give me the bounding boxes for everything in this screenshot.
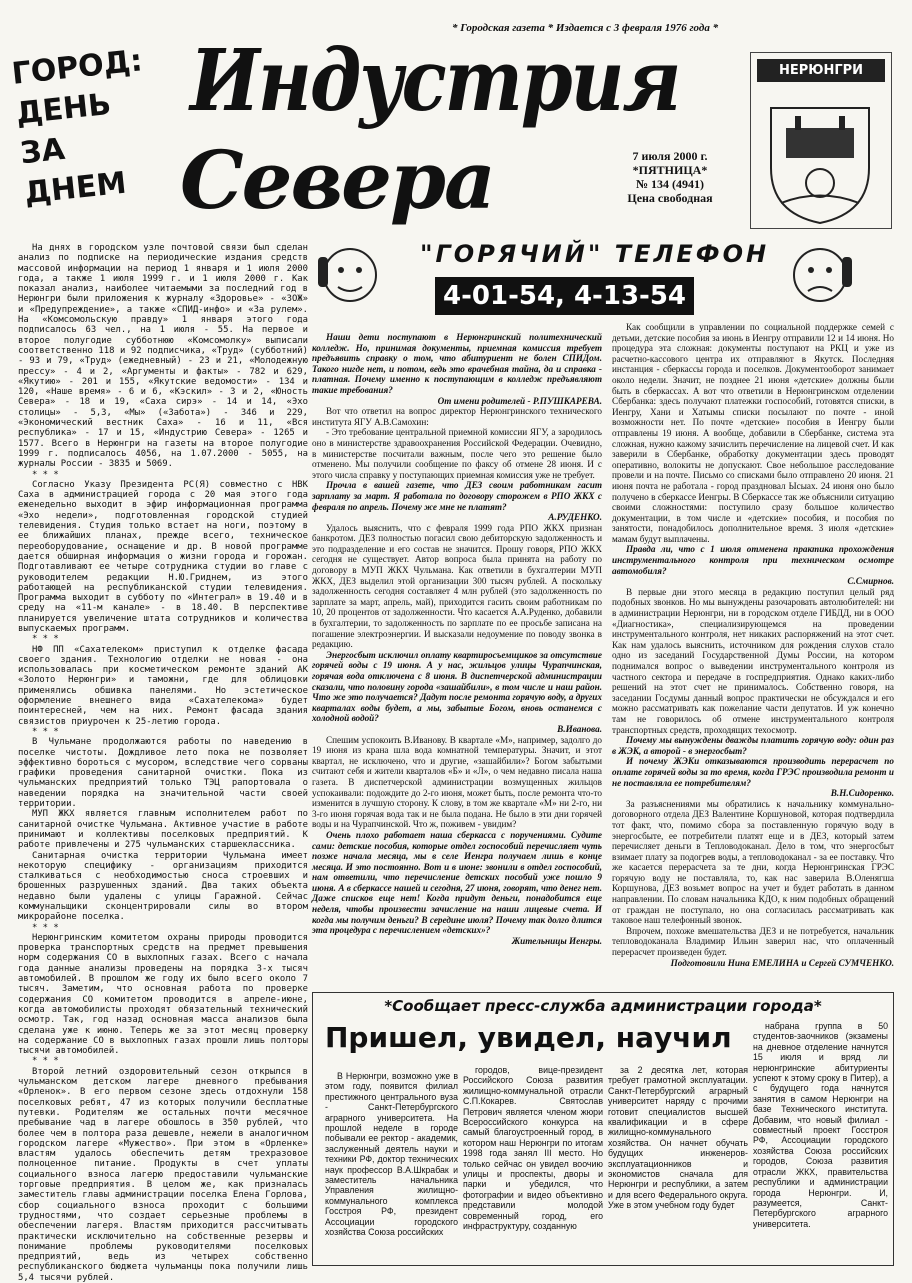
news-paragraph: МУП ЖКХ является главным исполнителем работ по санитарной очистке Чульмана. Активное участие в работе принимают и коллективы поселковых предприятий. К работе привлечены и 275 чульманских старшеклассника. (18, 809, 308, 851)
press-column (753, 1021, 888, 1261)
editorial-answer: Впрочем, похоже вмешательства ДЕЗ и не потребуется, начальник тепловодоканала Владимир Ильин заверил нас, что оплаченный перерасчет произведен будет. (612, 925, 894, 958)
reader-question: Почему мы вынуждены дважды платить горячую воду: один раз в ЖЭК, а второй - в энергосбыт? (612, 735, 894, 756)
hotline-numbers: 4-01-54, 4-13-54 (435, 277, 694, 315)
side-heading-line: ГОРОД: (10, 43, 144, 92)
caller-cartoon-icon (780, 237, 860, 317)
reader-question: Очень плохо работает наша сберкасса с поручениями. Судите сами: детские пособия, которые отдел госпособий перечисляет чуть позже начала месяца, мы в селе Иенгра получаем лишь в конце месяца. И это постоянно. Вот и в июне: звонили в отдел госпособий, нам ответили, что перечисление детских пособий уже пошло 9 июня. А в сберкассе нашей и сегодня, 27 июня, говорят, что денег нет. Даже списков еще нет! Когда придут деньги, понадобится еще неделя, чтобы произвести зачисление на наши лицевые счета. И когда мы получим деньги? В середине июля? Почему так долго длится эта процедура с перечислением «детских»? (312, 829, 602, 936)
section-separator: * * * (32, 1056, 59, 1067)
press-paragraph: набрана группа в 50 студентов-заочников (экзамены на дневное отделение начнутся 15 июля и вряд ли нерюнгринские абитуриенты успеют к этому сроку в Питер), а с будущего года начнутся занятия в самом Нерюнгри на базе Технического института. Добавим, что новый филиал - совместный проект Госстроя РФ, Ассоциации городского хозяйства Союза российских городов, Союза развития отрасли ЖКХ, правительства республики и администрации города Нерюнгри. И, разумеется, Санкт-Петербургского аграрного университета. (753, 1021, 888, 1229)
hotline-title: "ГОРЯЧИЙ" ТЕЛЕФОН (420, 240, 770, 268)
press-paragraph: за 2 десятка лет, которая требует грамотной эксплуатации. Санкт-Петербургский аграрный университет наряду с прочими готовит специалистов высшей квалификации и в сфере жилищно-коммунального хозяйства. Он начнет обучать будущих инженеров-эксплуатационников и экономистов сначала для Нерюнгри и республики, а затем и для всего Федерального округа. Уже в этом учебном году будет (608, 1065, 748, 1211)
editorial-answer: Вот что ответил на вопрос директор Нерюнгринского технического института ЯГУ А.В.Самохин: (312, 406, 602, 427)
letter-signature: С.Смирнов. (847, 576, 894, 587)
editorial-answer: В первые дни этого месяца в редакцию поступил целый ряд подобных звонков. Но мы вынуждены разочаровать автолюбителей: ни в администрации Нерюнгри, ни в городском отделе ГИБДД, ни в ООО «Диагностика», специализирующемся на проведении инструментального контроля, нет никаких распоряжений на этот счет. Как нам удалось выяснить, источником для рождения слухов стало одно из заседаний Государственной Думы России, на котором поднимался вопрос о выведении инструментального контроля из частного сектора и передаче в госпредприятия. Однако каких-либо решений на этот счет не принималось. Собственно говоря, на заседании Госдумы данный вопрос практически не обсуждался и его можно рассматривать как пожелание части депутатов. И уж конечно там не говорилось об отмене инструментального контроля транспортных средств, проходящих техосмотр. (612, 586, 894, 735)
editorial-answer: - Это требование центральной приемной комиссии ЯГУ, а зародилось оно в министерстве здравоохранения Российской Федерации. Очевидно, в министерстве посчитали важным, после чего это решение было отменено. Мы получили сообщение по факсу об отмене 28 июня. И с этого числа справку у поступающих приемная комиссия уже не требует. (312, 427, 602, 480)
editorial-answer: Удалось выяснить, что с февраля 1999 года РПО ЖКХ признан банкротом. ДЕЗ полностью погасил свою дебиторскую задолженность и это подразделение и его состав не значится. Прошу говоря, РПО ЖКХ сегодня не существует. Автор вопроса была принята на работу по договору в МУП ЖКХ Чульмана. Как ответили в бухгалтерии МУП ЖКХ, ДЕЗ выделил этой организации 300 тысяч рублей. А поскольку задолженность сегодня составляет 4 млн рублей (это задолженность по зарплате за март, апрель, май), приходится гасить своим работникам по 10, 20 процентов от задолженности. Что касается А.А.Руденко, добавили в бухгалтерии, то задолженность по зарплате по ее просьбе записана на погашение электроэнергии. И высказали недоумение по поводу звонка в редакцию. (312, 522, 602, 650)
side-heading-line: ЗА (18, 131, 67, 172)
reader-question: Энергосбыт исключил оплату квартиросъемщиков за отсутствие горячей воды с 19 июня. А у нас, жильцов улицы Чурапчинская, горячая вода отключена с 8 июня. В диспетчерской администрации сказали, что половину города «зашайбили», в том числе и наш район. Что же это получается? Дадут после ремонта горячую воду, а других кварталах воды будет, а мы, забытые Богом, вновь останемся с холодной водой? (312, 649, 602, 724)
press-title: *Сообщает пресс-служба администрации города* (384, 997, 822, 1015)
news-paragraph: Санитарная очистка территории Чульмана имеет некоторую специфику - организациям приходится сталкиваться с необходимостью сноса строевших и брошенных разрушенных зданий. Два таких объекта недавно были удалены с улицы Гаражной. Сейчас коммунальщики сконцентрировали силы во втором микрорайоне поселка. (18, 850, 308, 923)
issue-date: 7 июля 2000 г. *ПЯТНИЦА* (632, 149, 708, 177)
section-separator: * * * (32, 634, 59, 645)
press-paragraph: городов, вице-президент Российского Союза развития жилищно-коммунальной отрасли С.П.Кокарев. Святослав Петрович является членом жюри Всероссийского конкурса на самый благоустроенный город, в котором наш Нерюнгри по итогам 1998 года занял III место. Но только сейчас он увидел воочию улицы и проспекты, дворы и парки и убедился, что фотографии и видео объективно представили молодой современный город, его инфраструктуру, созданную (463, 1065, 603, 1232)
issue-info (595, 149, 745, 205)
letter-signature: Подготовили Нина ЕМЕЛИНА и Сергей СУМЧЕНКО. (670, 957, 894, 968)
press-paragraph: В Нерюнгри, возможно уже в этом году, появится филиал престижного центрального вуза - Санкт-Петербургского аграрного университета. На прошлой неделе в городе побывали ее ректор - академик, заслуженный деятель науки и техники РФ, доктор технических наук профессор В.А.Шкрабак и заместитель начальника Управления жилищно-коммунального комплекса Госстроя РФ, президент Ассоциации городского хозяйства Союза российских (325, 1071, 458, 1238)
press-service-box (312, 992, 894, 1266)
issue-price: Цена свободная (627, 191, 713, 205)
editorial-answer: Спешим успокоить В.Иванову. В квартале «М», например, задолго до 19 июня из крана шла вода комнатной температуры. Значит, и этот квартал, не исключено, что и другие, «зашайбили»? Богом забытыми считают себя и жители кварталов «Б» и «Л», о чем недавно писала наша газета. В диспетчерской администрации возмущенных жильцов успокаивали: подождите до 2-го июня, может быть, после ремонта что-то изменится в лучшую сторону. К слову, в том же квартале «М» ни 2-го, ни 3-го июня горячая вода так и не была подана. Не было в эти дни горячей воды и на Чурапчинской. Что ж, поживем - увидим? (312, 734, 602, 830)
press-column (608, 1065, 748, 1260)
press-column (325, 1071, 458, 1261)
section-separator: * * * (32, 469, 59, 480)
news-paragraph: НФ ПП «Сахателеком» приступил к отделке фасада своего здания. Технологию отделки не новая - она использовалась при косметическом ремонте зданий АК «Золото Нерюнгри» и таможни, где для облицовки применялись обшивка панелями. Но эстетическое оформление внешнего вида «Сахателекома» будет поинтересней, чем на них. Ремонт фасада здания связистов приурочен к 25-летию города. (18, 644, 308, 727)
letter-signature: В.Н.Сидоренко. (830, 788, 894, 799)
right-column-letters (612, 322, 894, 990)
editorial-answer: За разъяснениями мы обратились к начальнику коммунально-договорного отдела ДЕЗ Валентине Коршуновой, которая подтвердила тот факт, что, помимо сбора за поставленную горячую воду в энергосбыте, ее потребители платят еще и в ДЕЗ, который затем перечисляет деньги в Тепловодоканал. Дело в том, что энергосбыт взимает плату за подогрев воды, а тепловодоканал - за ее поставку. Что же касается перерасчета за те дни, когда Нерюнгринская ГРЭС горячую воду не поставляла, то, как нас заверила В.Оленягша Коршунова, ДЕЗ возьмет вопрос на учет и будет работать в данном направлении. По словам начальника КДО, к ним подобных обращений от граждан не поступало, но она согласилась рассматривать как таковое наш телефонный звонок. (612, 798, 894, 926)
reader-question: Прочла в вашей газете, что ДЕЗ своим работникам гасит зарплату за март. Я работала по договору сторожем в РПО ЖКХ с февраля по апрель. Почему же мне не платят? (312, 480, 602, 512)
coat-of-arms-icon (751, 88, 889, 228)
masthead-title-bottom: Севера (180, 133, 494, 227)
reader-question: И почему ЖЭКи отказываются производить перерасчет по оплате горячей воды за то время, когда ГРЭС производила ремонт и не поставляла ее потребителям? (612, 756, 894, 788)
press-column (463, 1065, 603, 1260)
left-column-news (18, 243, 308, 1283)
side-heading-line: ДНЕМ (22, 165, 129, 212)
side-heading-line: ДЕНЬ (14, 86, 113, 132)
letter-signature: Жительницы Иенгры. (511, 935, 602, 946)
news-paragraph: Второй летний оздоровительный сезон открылся в чульманском детском лагере дневного пребывания «Орленок». В его первом сезоне здесь отдохнули 158 поселковых ребят, 47 из которых получили бесплатные путевки. Родителям же остальных почти месячное пребывание чад в лагере обошлось в 350 рублей, что более чем в полтора раза дешевле, нежели в аналогичном городском лагере «Мужество». При этом в «Орленке» властям удалось обеспечить детям трехразовое полноценное питание. Продукты в счет уплаты социального взноса лагерю предоставили чульманские торговые предприятия. В целом же, как призналась заместитель главы администрации поселка Елена Горлова, сбор социального взноса проходит с большими трудностями, что создает серьезные проблемы в обеспечении лагеря. Властям приходится рассчитывать практически исключительно на собственные резервы и понимание проблемы руководителями поселковых предприятий, ведь из четырех собственно республиканского бюджета чульманцы пока получили лишь 5,4 тысячи рублей. (18, 1066, 308, 1283)
middle-column-letters (312, 332, 602, 987)
reader-question: Наши дети поступают в Нерюнгринский политехнический колледж. Но, принимая документы, приемная комиссия требует предъявить справку о том, что абитуриент не болен СПИДом. Такого нигде нет, и потом, ведь это врачебная тайна, да и справка - платная. Почему именно к поступающим в колледж предъявляют такие требования? (312, 332, 602, 395)
masthead-title-top: Индустрия (190, 31, 680, 131)
city-emblem (750, 52, 892, 229)
reader-question: Правда ли, что с 1 июля отменена практика прохождения инструментального контроля при техническом осмотре автомобиля? (612, 544, 894, 576)
emblem-label: НЕРЮНГРИ (757, 59, 885, 82)
press-headline: Пришел, увидел, научил (325, 1021, 732, 1054)
hotline-banner (310, 232, 860, 327)
issue-number: № 134 (4941) (635, 177, 705, 191)
side-heading (10, 43, 144, 214)
caller-cartoon-icon (310, 237, 390, 317)
news-paragraph: Нерюнгринским комитетом охраны природы проводится проверка транспортных средств на предмет превышения норм содержания СО в выхлопных газах. Всего с начала года данные анализы проведены на порядка 3-х тысяч автомобилей. В прошлом же году их было всего около 7 тысяч. Заметим, что основная работа по проверке содержания СО комитетом проводится в апреле-июне, когда автомобилисты проходят обязательный технический осмотр. Так, год назад основная масса анализов была сделана уже к июню. Теперь же за этот месяц проверку на содержание СО в выхлопных газах прошли лишь полторы тысячи автомобилей. (18, 932, 308, 1057)
news-paragraph: На днях в городском узле почтовой связи был сделан анализ по подписке на периодические издания средств массовой информации на период 1 января и 1 июля 2000 года, а также 1 июля 1999 г. и 1 июля 2000 г. Как показал анализ, наиболее читаемыми за последний год в Нерюнгри были приложения к журналу «Здоровье» - «ЗОЖ» и «Предупреждение», а также «СПИД-инфо» и «За рулем». На «Комсомольскую правду» 1 января этого года подписалось 63 чел., на 1 июля - 55. На первое и второе полугодие субботнюю «Комсомолку» выписали соответственно 118 и 92 подписчика, «Труд» (субботний) - 93 и 79, «Труд» (ежедневный) - 23 и 21, «Молодежную прессу» - 4 и 2, «Аргументы и факты» - 782 и 629, «Якутию» - 201 и 155, «Якутские ведомости» - 134 и 120, «Наше время» - 6 и 6, «Кэскил» - 3 и 2, «Юность Севера» - 18 и 19, «Саха сирэ» - 14 и 14, «Эхо столицы» - 5,3, «Мы» («Забота») - 346 и 229, «Экономический вестник Саха» - 16 и 11, «Вся республика» - 17 и 15, «Индустрию Севера» - 1265 и 1577. Всего в Нерюнгри на газеты на второе полугодие 1999 г. подписалось 4056, на 1.07.2000 - 5055, на журналы России - 3835 и 5069. (18, 243, 308, 470)
letter-signature: А.РУДЕНКО. (548, 512, 602, 523)
letter-signature: От имени родителей - Р.ПУШКАРЕВА. (437, 395, 602, 406)
tagline: * Городская газета * Издается с 3 февраля 1976 года * (452, 22, 719, 34)
editorial-answer: Как сообщили в управлении по социальной поддержке семей с детьми, детские пособия за июнь в Иенгру отправили 12 и 14 июня. Но процедура эта сложная: документы поступают на РКЦ и уже из расчетно-кассового центра их отправляют в Якутск. Последняя инстанция - сберкассы города и поселков. Документооборот занимает около недели. Значит, не позднее 21 июня «детские» должны были быть в сберкассах. А вот что ответили в Нерюнгринском отделении Сбербанка: здесь получают платежки госпособий, готовятся списки, в Иенгру, Хани и Хатымы списки посылают по почте - иной возможности нет. По почте «детские» пособия в Иенгру были отправлены 19 июня. А вообще, добавили в Сбербанке, система эта сложная, нужно кажому зачислить перечисление на лицевой счет. И как заверили в Сбербанке, обработку документации здесь проводят оперативно, волокиты не допускают. Свое небольшое расследование провели и на почте. Письмо со списками было отправлено 20 июня. 21 июня почта не работала - город праздновал Ысыах. 24 июня оно было получено в сберкассе Иенгры. В Сберкассе так же объяснили ситуацию своими сложностями: поступило сразу большое количество документации, в том числе и «детские» пособия, и пособия по занятости, понадобилось дополнительное время. 3 июля «детские» мамам будут выплачены. (612, 322, 894, 544)
news-paragraph: Согласно Указу Президента РС(Я) совместно с НВК Саха в администрацией города с 20 мая этого года еженедельно выходит в эфир информационная программа «Эхо недели», подготовленная городской студией телевидения. Студия только встает на ноги, поэтому в ее ближайших планах, прежде всего, техническое переоборудование, оснащение и др. В новой программе дается обширная информация о жизни города и горожан. Подготавливают ее четыре сотрудника студии во главе с руководителем редакции Н.Ю.Гриднем, из этого работающей на республиканской студии телевидения. Программа выходит в субботу по «Интеграл» в 19.40 и в среду на «11-м канале» - в 18.40. В перспективе планируется увеличение штата сотрудников и количества выпускаемых программ. (18, 479, 308, 634)
section-separator: * * * (32, 922, 59, 933)
section-separator: * * * (32, 726, 59, 737)
letter-signature: В.Иванова. (557, 723, 602, 734)
news-paragraph: В Чульмане продолжаются работы по наведению в поселке чистоты. Дождливое лето пока не позволяет эффективно бороться с мусором, вследствие чего сорваны графики проведения санитарной очистки. Пока из чульманских предприятий только ТЭЦ рапортовала о наведении порядка на значительной части своей территории. (18, 737, 308, 810)
